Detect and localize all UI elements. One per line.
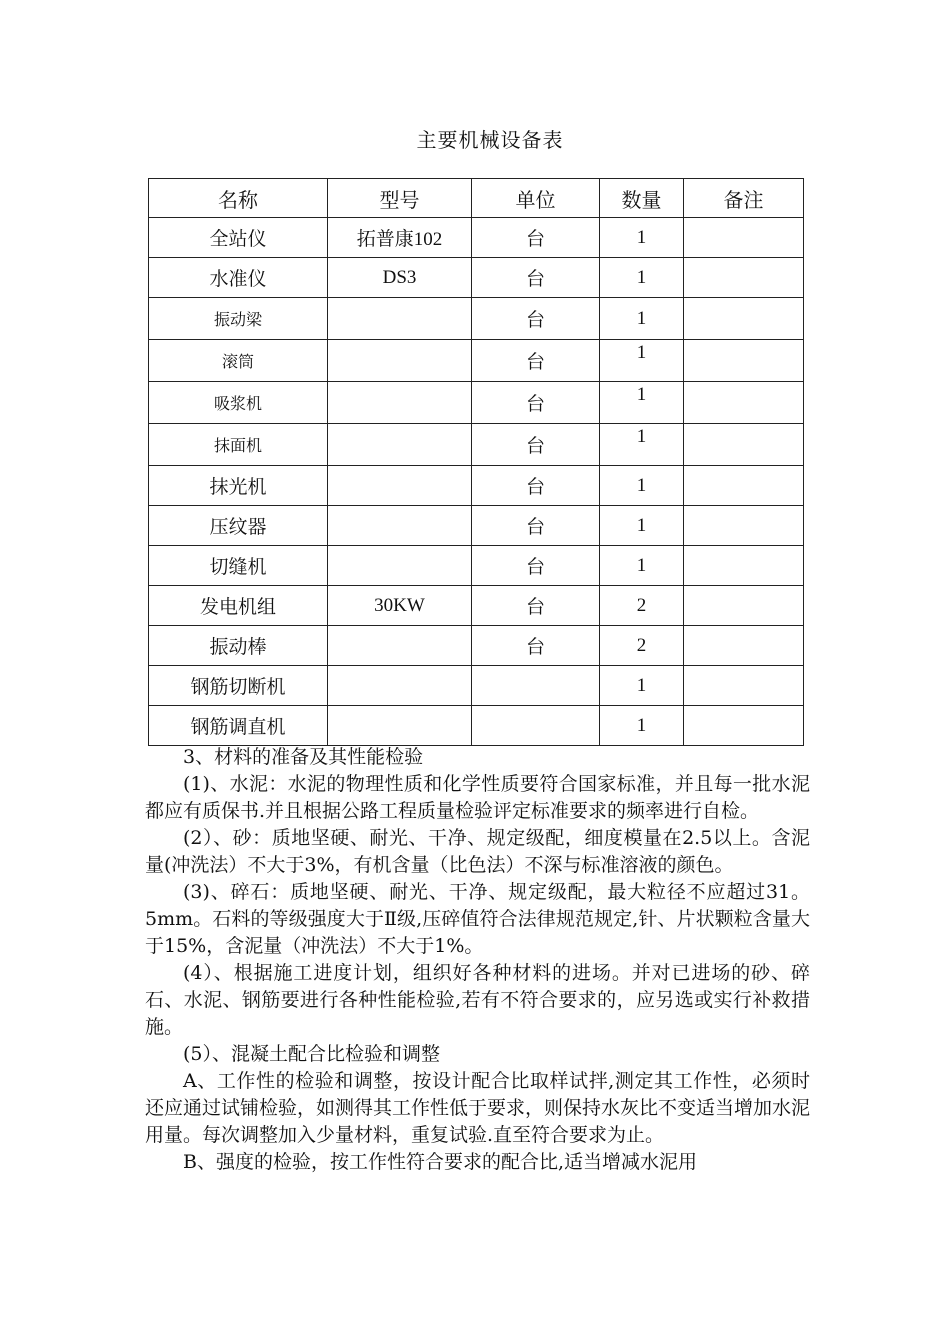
cell-quantity: 2 [600,586,684,626]
cell-unit [472,706,600,746]
cell-model [328,340,472,382]
cell-remarks [684,258,804,298]
cell-name: 发电机组 [149,586,328,626]
table-row [149,626,804,666]
body-text [145,744,810,1176]
cell-unit: 台 [472,626,600,666]
cell-name: 钢筋调直机 [149,706,328,746]
cell-unit: 台 [472,298,600,340]
cell-model [328,626,472,666]
cell-model [328,546,472,586]
cell-quantity: 1 [600,298,684,340]
cell-unit: 台 [472,586,600,626]
cell-remarks [684,626,804,666]
table-row [149,382,804,424]
header-model: 型号 [328,179,472,218]
cell-name: 抹面机 [149,424,328,466]
cell-quantity: 1 [600,506,684,546]
cell-name: 切缝机 [149,546,328,586]
cell-model [328,706,472,746]
cell-quantity: 1 [600,382,684,424]
cell-remarks [684,424,804,466]
paragraph-sand: (2）、砂：质地坚硬、耐光、干净、规定级配，细度模量在2.5以上。含泥量(冲洗法）不大于3%，有机含量（比色法）不深与标准溶液的颜色。 [145,827,810,876]
paragraph-cement: (1)、水泥：水泥的物理性质和化学性质要符合国家标准，并且每一批水泥都应有质保书.并且根据公路工程质量检验评定标准要求的频率进行自检。 [145,773,810,822]
cell-model [328,506,472,546]
cell-quantity: 1 [600,466,684,506]
cell-remarks [684,506,804,546]
cell-remarks [684,706,804,746]
cell-model [328,466,472,506]
cell-name: 水准仪 [149,258,328,298]
cell-unit: 台 [472,424,600,466]
table-row [149,424,804,466]
table-row [149,546,804,586]
header-remarks: 备注 [684,179,804,218]
cell-quantity: 1 [600,340,684,382]
cell-remarks [684,546,804,586]
table-row [149,706,804,746]
table-row [149,340,804,382]
cell-name: 滚筒 [149,340,328,382]
cell-model [328,382,472,424]
cell-remarks [684,382,804,424]
cell-model [328,666,472,706]
cell-unit: 台 [472,258,600,298]
cell-name: 吸浆机 [149,382,328,424]
paragraph-gravel: (3)、碎石：质地坚硬、耐光、干净、规定级配，最大粒径不应超过31。5mm。石料的等级强度大于Ⅱ级,压碎值符合法律规范规定,针、片状颗粒含量大于15%，含泥量（冲洗法）不大于1%。 [145,881,810,957]
cell-unit: 台 [472,382,600,424]
cell-name: 全站仪 [149,218,328,258]
table-row [149,466,804,506]
cell-quantity: 2 [600,626,684,666]
cell-remarks [684,298,804,340]
page-title: 主要机械设备表 [416,128,564,152]
table-row [149,258,804,298]
cell-unit: 台 [472,546,600,586]
cell-model [328,298,472,340]
cell-unit [472,666,600,706]
cell-name: 压纹器 [149,506,328,546]
header-quantity: 数量 [600,179,684,218]
cell-name: 振动梁 [149,298,328,340]
cell-remarks [684,666,804,706]
equipment-table [148,178,804,746]
cell-unit: 台 [472,506,600,546]
table-row [149,298,804,340]
table-row [149,666,804,706]
table-row [149,506,804,546]
cell-unit: 台 [472,218,600,258]
paragraph-strength: B、强度的检验，按工作性符合要求的配合比,适当增减水泥用 [183,1151,698,1173]
header-name: 名称 [149,179,328,218]
cell-unit: 台 [472,340,600,382]
cell-remarks [684,466,804,506]
cell-quantity: 1 [600,424,684,466]
paragraph-workability: A、工作性的检验和调整，按设计配合比取样试拌,测定其工作性，必须时还应通过试铺检验，如测得其工作性低于要求，则保持水灰比不变适当增加水泥用量。每次调整加入少量材料，重复试验.直至符合要求为止。 [145,1070,811,1146]
table-header-row [149,179,804,218]
section-heading: 3、材料的准备及其性能检验 [183,746,424,768]
cell-remarks [684,586,804,626]
cell-unit: 台 [472,466,600,506]
header-unit: 单位 [472,179,600,218]
cell-quantity: 1 [600,666,684,706]
table-row [149,586,804,626]
cell-model: DS3 [328,258,472,298]
cell-name: 振动棒 [149,626,328,666]
cell-model [328,424,472,466]
cell-remarks [684,218,804,258]
paragraph-mix-ratio-heading: (5）、混凝土配合比检验和调整 [183,1043,441,1065]
cell-quantity: 1 [600,546,684,586]
cell-quantity: 1 [600,706,684,746]
cell-name: 抹光机 [149,466,328,506]
cell-name: 钢筋切断机 [149,666,328,706]
cell-model: 拓普康102 [328,218,472,258]
cell-quantity: 1 [600,218,684,258]
paragraph-materials-entry: (4）、根据施工进度计划，组织好各种材料的进场。并对已进场的砂、碎石、水泥、钢筋要进行各种性能检验,若有不符合要求的，应另选或实行补救措施。 [145,962,810,1038]
cell-model: 30KW [328,586,472,626]
cell-quantity: 1 [600,258,684,298]
cell-remarks [684,340,804,382]
table-row [149,218,804,258]
